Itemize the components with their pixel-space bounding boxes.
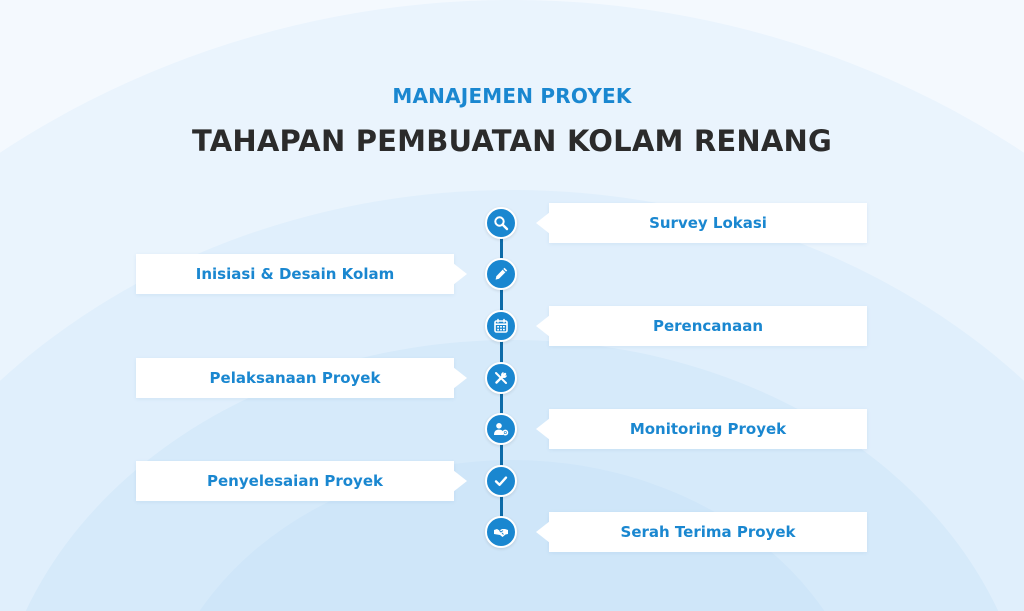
- step-card-survey: [549, 203, 867, 243]
- step-card-monitoring: [549, 409, 867, 449]
- step-label: Inisiasi & Desain Kolam: [195, 265, 395, 283]
- step-card-planning: [549, 306, 867, 346]
- step-card-completion: [136, 461, 454, 501]
- step-label: Serah Terima Proyek: [620, 523, 796, 541]
- search-icon: [493, 215, 509, 231]
- timeline-node-monitoring: [485, 413, 517, 445]
- timeline-node-handover: [485, 516, 517, 548]
- timeline-node-completion: [485, 465, 517, 497]
- handshake-icon: [493, 524, 509, 540]
- pen-icon: [493, 266, 509, 282]
- check-icon: [493, 473, 509, 489]
- step-label: Perencanaan: [652, 317, 764, 335]
- user-gear-icon: [493, 421, 509, 437]
- tools-icon: [493, 370, 509, 386]
- step-label: Monitoring Proyek: [629, 420, 787, 438]
- page-title: TAHAPAN PEMBUATAN KOLAM RENANG: [192, 124, 832, 158]
- calendar-icon: [493, 318, 509, 334]
- step-card-handover: [549, 512, 867, 552]
- step-label: Penyelesaian Proyek: [207, 472, 383, 490]
- timeline-node-survey: [485, 207, 517, 239]
- timeline-node-design: [485, 258, 517, 290]
- step-label: Survey Lokasi: [649, 214, 767, 232]
- timeline-node-planning: [485, 310, 517, 342]
- page-subtitle: MANAJEMEN PROYEK: [392, 84, 632, 108]
- step-label: Pelaksanaan Proyek: [209, 369, 381, 387]
- step-card-design: [136, 254, 454, 294]
- timeline-node-execution: [485, 362, 517, 394]
- step-card-execution: [136, 358, 454, 398]
